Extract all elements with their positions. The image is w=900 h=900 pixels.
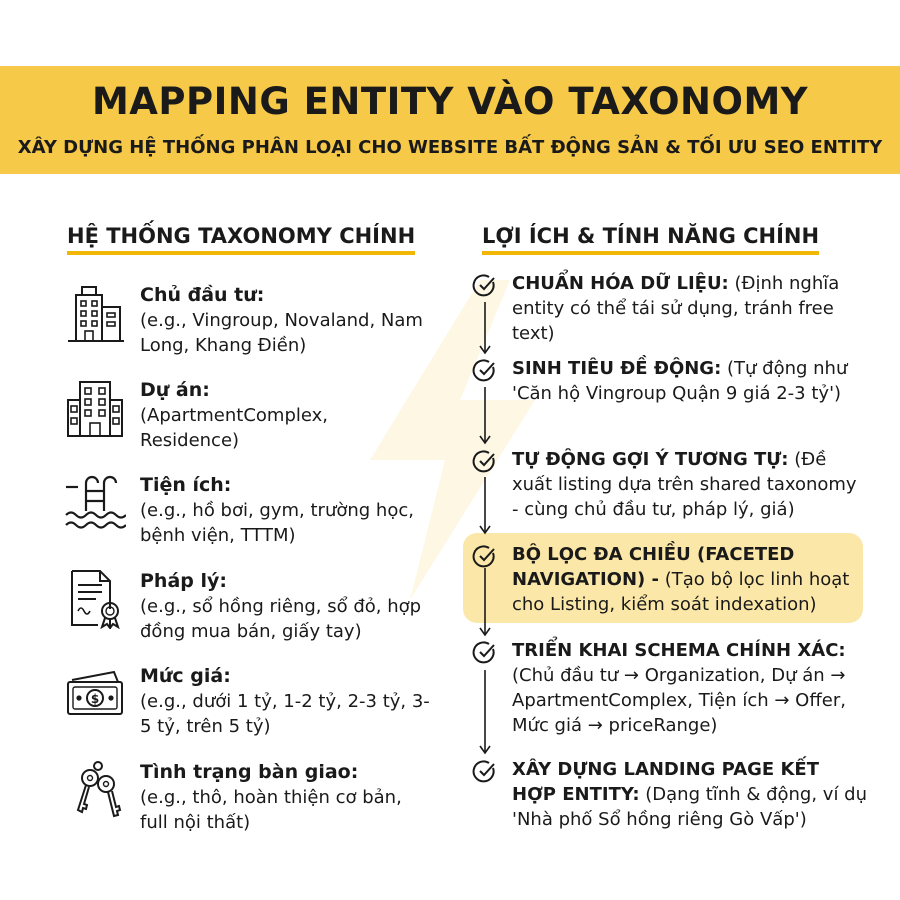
taxonomy-label: Tình trạng bàn giao: [140,761,359,783]
benefit-desc: (Đề xuất listing dựa trên shared taxonomy - cùng chủ đầu tư, pháp lý, giá) [512,449,857,520]
certificate-icon [64,569,126,629]
taxonomy-desc: (e.g., hồ bơi, gym, trường học, bệnh viện, TTTM) [140,500,414,546]
benefit-desc: (Tự động như 'Căn hộ Vingroup Quận 9 giá 2-3 tỷ') [512,358,848,404]
taxonomy-heading: HỆ THỐNG TAXONOMY CHÍNH [67,224,415,255]
taxonomy-label: Dự án: [140,379,210,401]
taxonomy-label: Pháp lý: [140,570,227,592]
benefit-title: TỰ ĐỘNG GỢI Ý TƯƠNG TỰ: [512,449,789,470]
benefit-title: CHUẨN HÓA DỮ LIỆU: [512,273,729,294]
check-circle-icon [472,544,498,570]
taxonomy-desc: (e.g., thô, hoàn thiện cơ bản, full nội thất) [140,787,402,833]
keys-icon [64,760,126,820]
taxonomy-desc: (e.g., dưới 1 tỷ, 1-2 tỷ, 2-3 tỷ, 3-5 tỷ, trên 5 tỷ) [140,691,430,737]
page-subtitle: XÂY DỰNG HỆ THỐNG PHÂN LOẠI CHO WEBSITE BẤT ĐỘNG SẢN & TỐI ƯU SEO ENTITY [17,137,883,158]
check-circle-icon [472,449,498,475]
taxonomy-label: Tiện ích: [140,474,232,496]
benefit-title: TRIỂN KHAI SCHEMA CHÍNH XÁC: [512,640,846,661]
benefit-desc: (Tạo bộ lọc linh hoạt cho Listing, kiểm soát indexation) [512,569,850,615]
benefit-title: BỘ LỌC ĐA CHIỀU (FACETED NAVIGATION) - [512,544,795,590]
benefit-title: SINH TIÊU ĐỀ ĐỘNG: [512,358,722,379]
check-circle-icon [472,273,498,299]
taxonomy-desc: (ApartmentComplex, Residence) [140,405,328,451]
taxonomy-label: Mức giá: [140,665,231,687]
apartment-icon [64,378,126,438]
check-circle-icon [472,759,498,785]
taxonomy-label: Chủ đầu tư: [140,284,265,306]
benefit-desc: (Dạng tĩnh & động, ví dụ 'Nhà phố Sổ hồng riêng Gò Vấp') [512,784,868,830]
money-icon [64,664,126,724]
benefit-desc: (Định nghĩa entity có thể tái sử dụng, tránh free text) [512,273,840,344]
check-circle-icon [472,640,498,666]
pool-icon [64,473,126,533]
benefit-desc: (Chủ đầu tư → Organization, Dự án → ApartmentComplex, Tiện ích → Offer, Mức giá → priceRange) [512,665,846,736]
taxonomy-desc: (e.g., Vingroup, Novaland, Nam Long, Khang Điền) [140,310,423,356]
benefit-title: XÂY DỰNG LANDING PAGE KẾT HỢP ENTITY: [512,759,820,805]
benefits-heading: LỢI ÍCH & TÍNH NĂNG CHÍNH [482,224,819,255]
taxonomy-desc: (e.g., sổ hồng riêng, sổ đỏ, hợp đồng mua bán, giấy tay) [140,596,422,642]
building-icon [64,283,126,343]
svg-text:$: $ [90,692,100,706]
check-circle-icon [472,358,498,384]
page-title: MAPPING ENTITY VÀO TAXONOMY [91,80,809,123]
